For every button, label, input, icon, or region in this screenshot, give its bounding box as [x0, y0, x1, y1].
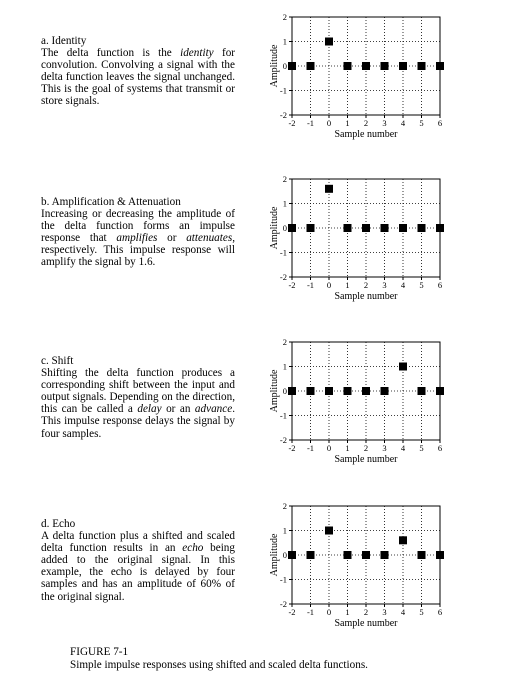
y-tick-label: -2 — [279, 110, 287, 120]
x-tick-label: 5 — [419, 118, 424, 128]
x-tick-label: 2 — [363, 118, 369, 128]
y-axis-label: Amplitude — [269, 533, 280, 577]
body-text-run: . This impulse response delays the signal by four samples. — [41, 403, 235, 440]
data-point — [307, 62, 315, 70]
y-tick-label: 1 — [282, 36, 287, 47]
y-axis-label: Amplitude — [269, 206, 280, 250]
x-tick-label: 6 — [437, 443, 443, 453]
x-tick-label: 2 — [363, 443, 369, 453]
italic-term: attenuates — [186, 232, 233, 245]
x-tick-label: 3 — [382, 607, 387, 617]
data-point — [418, 387, 426, 395]
panel-c-heading: c. Shift — [41, 355, 74, 367]
y-tick-label: 2 — [282, 174, 287, 184]
x-tick-label: 4 — [400, 443, 406, 453]
data-point — [344, 387, 352, 395]
data-point — [307, 551, 315, 559]
body-text-run: or an — [161, 403, 195, 416]
chart-d — [265, 497, 445, 637]
data-point — [362, 387, 370, 395]
data-point — [325, 185, 333, 193]
y-tick-label: 1 — [282, 525, 287, 536]
data-point — [381, 551, 389, 559]
data-point — [418, 224, 426, 232]
data-point — [362, 551, 370, 559]
data-point — [418, 551, 426, 559]
data-point — [288, 224, 296, 232]
data-point — [307, 224, 315, 232]
panel-b-text — [41, 196, 235, 269]
panel-d-heading: d. Echo — [41, 518, 76, 530]
chart-b — [265, 170, 445, 310]
y-tick-label: -1 — [279, 247, 287, 258]
data-point — [399, 536, 407, 544]
x-tick-label: 4 — [400, 118, 406, 128]
data-point — [399, 62, 407, 70]
y-tick-label: 2 — [282, 337, 287, 347]
body-text-run: being added to the original signal. In this example, the echo is delayed by four samples and has an amplitude of 60% of the original signal. — [41, 542, 235, 603]
x-tick-label: 2 — [363, 607, 369, 617]
chart-svg — [265, 497, 445, 637]
panel-b-body — [41, 208, 235, 268]
x-axis-label: Sample number — [334, 618, 398, 629]
y-tick-label: -2 — [279, 272, 287, 282]
x-tick-label: 2 — [363, 280, 369, 290]
y-tick-label: 0 — [282, 386, 287, 396]
data-point — [381, 224, 389, 232]
body-text-run: , respectively. This impulse response will amplify the signal by 1.6. — [41, 232, 235, 269]
body-text-run: The delta function is the — [41, 47, 181, 60]
data-point — [288, 551, 296, 559]
data-point — [399, 363, 407, 371]
data-point — [362, 224, 370, 232]
data-point — [362, 62, 370, 70]
data-point — [436, 224, 444, 232]
body-text-run: for convolution. Convolving a signal with the delta function leaves the signal unchanged. This is the goal of systems that transmit or store signals. — [41, 47, 236, 108]
body-text-run: Increasing or decreasing the amplitude of the delta function forms an impulse response that — [41, 208, 235, 245]
x-tick-label: 1 — [345, 443, 350, 453]
figure-label: FIGURE 7-1 — [70, 646, 129, 658]
y-tick-label: 1 — [282, 361, 287, 372]
y-tick-label: -1 — [279, 410, 287, 421]
chart-svg — [265, 170, 445, 310]
italic-term: amplifies — [116, 232, 158, 245]
y-tick-label: 0 — [282, 550, 287, 560]
y-tick-label: 1 — [282, 198, 287, 209]
panel-b-heading: b. Amplification & Attenuation — [41, 196, 181, 208]
x-tick-label: 1 — [345, 607, 350, 617]
x-tick-label: 3 — [382, 280, 387, 290]
x-tick-label: -2 — [288, 280, 296, 290]
data-point — [325, 38, 333, 46]
x-tick-label: 4 — [400, 607, 406, 617]
x-tick-label: 3 — [382, 118, 387, 128]
x-tick-label: 0 — [326, 118, 332, 128]
y-axis-label: Amplitude — [269, 44, 280, 88]
panel-c-text — [41, 355, 235, 440]
x-axis-label: Sample number — [334, 129, 398, 140]
x-tick-label: 1 — [345, 280, 350, 290]
body-text-run: Shifting the delta function produces a corresponding shift between the input and output signals. Depending on the direction, this can be called a — [41, 367, 235, 416]
panel-c-body — [41, 367, 235, 440]
panel-a-heading: a. Identity — [41, 35, 87, 47]
x-tick-label: 6 — [437, 118, 443, 128]
body-text-run: A delta function plus a shifted and scaled delta function results in an — [41, 530, 235, 555]
data-point — [325, 527, 333, 535]
data-point — [436, 62, 444, 70]
y-tick-label: -1 — [279, 574, 287, 585]
figure-caption — [70, 646, 368, 671]
italic-term: echo — [182, 542, 204, 555]
data-point — [381, 387, 389, 395]
panel-a-text — [41, 35, 235, 108]
x-tick-label: -2 — [288, 607, 296, 617]
x-tick-label: -1 — [306, 443, 315, 453]
x-tick-label: 5 — [419, 280, 424, 290]
x-tick-label: 0 — [326, 280, 332, 290]
y-axis-label: Amplitude — [269, 369, 280, 413]
data-point — [381, 62, 389, 70]
data-point — [344, 551, 352, 559]
panel-d-text — [41, 518, 235, 603]
x-axis-label: Sample number — [334, 291, 398, 302]
data-point — [325, 387, 333, 395]
data-point — [307, 387, 315, 395]
x-tick-label: 0 — [326, 443, 332, 453]
x-tick-label: -2 — [288, 118, 296, 128]
italic-term: delay — [137, 403, 162, 416]
x-axis-label: Sample number — [334, 454, 398, 465]
x-tick-label: 4 — [400, 280, 406, 290]
body-text-run: or — [157, 232, 187, 245]
panel-a-body — [41, 47, 235, 107]
data-point — [344, 224, 352, 232]
data-point — [288, 387, 296, 395]
x-tick-label: 5 — [419, 443, 424, 453]
data-point — [344, 62, 352, 70]
figure-caption-text: Simple impulse responses using shifted and scaled delta functions. — [70, 658, 368, 671]
data-point — [399, 224, 407, 232]
chart-a — [265, 8, 445, 148]
italic-term: identity — [180, 47, 214, 60]
y-tick-label: 0 — [282, 223, 287, 233]
x-tick-label: 6 — [437, 607, 443, 617]
data-point — [418, 62, 426, 70]
chart-svg — [265, 8, 445, 148]
data-point — [436, 387, 444, 395]
data-point — [436, 551, 444, 559]
panel-d-body — [41, 530, 235, 603]
chart-svg — [265, 333, 445, 473]
x-tick-label: -1 — [306, 607, 315, 617]
data-point — [288, 62, 296, 70]
x-tick-label: 6 — [437, 280, 443, 290]
y-tick-label: -2 — [279, 599, 287, 609]
chart-c — [265, 333, 445, 473]
x-tick-label: 1 — [345, 118, 350, 128]
y-tick-label: -2 — [279, 435, 287, 445]
y-tick-label: 0 — [282, 61, 287, 71]
x-tick-label: 0 — [326, 607, 332, 617]
y-tick-label: 2 — [282, 501, 287, 511]
y-tick-label: 2 — [282, 12, 287, 22]
x-tick-label: -1 — [306, 118, 315, 128]
y-tick-label: -1 — [279, 85, 287, 96]
x-tick-label: 3 — [382, 443, 387, 453]
x-tick-label: 5 — [419, 607, 424, 617]
italic-term: advance — [194, 403, 233, 416]
x-tick-label: -2 — [288, 443, 296, 453]
x-tick-label: -1 — [306, 280, 315, 290]
